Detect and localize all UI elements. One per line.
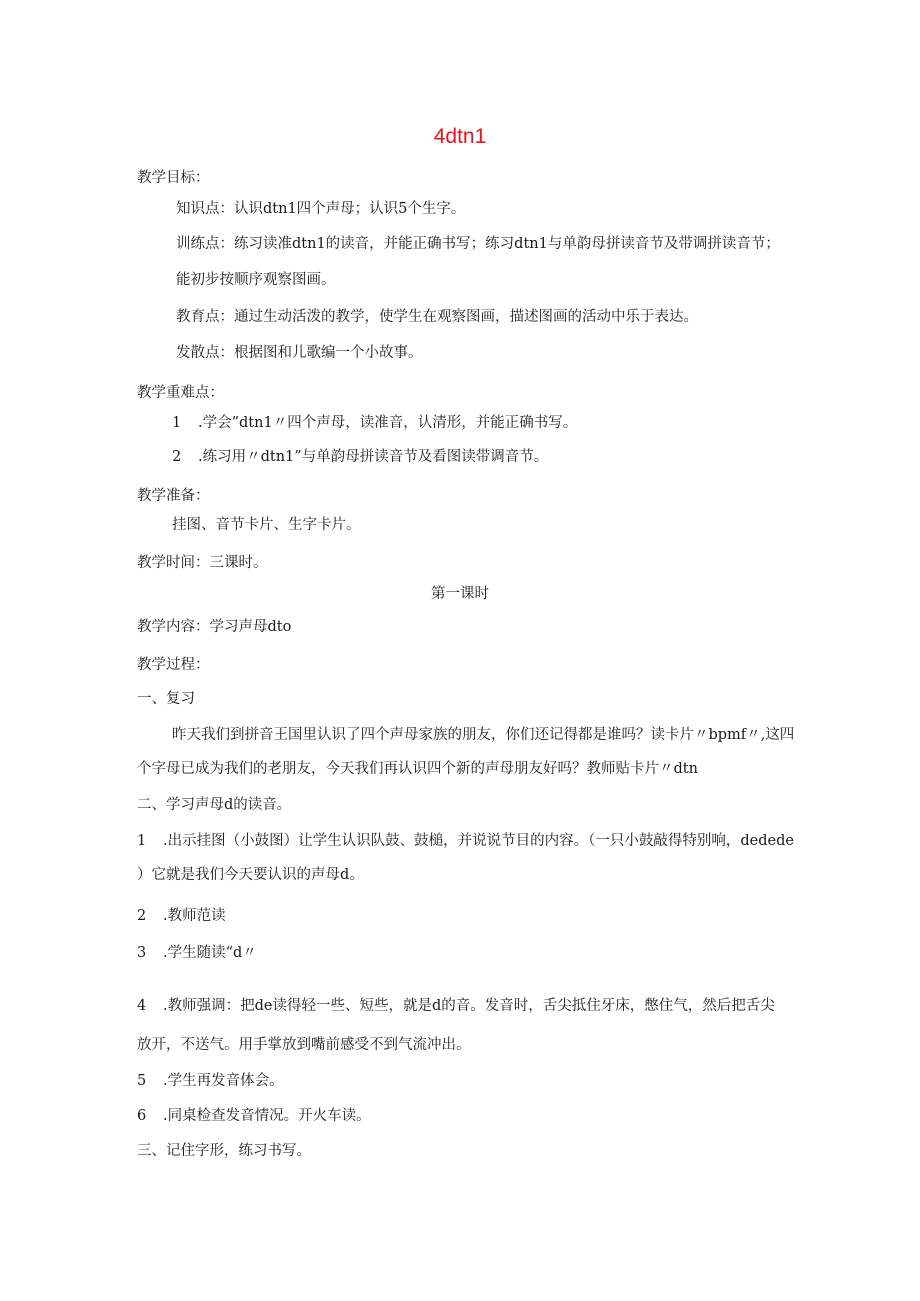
step-number: 2 [137, 908, 147, 924]
document-title: 4dtn1 [433, 125, 487, 148]
step-number: 6 [137, 1108, 147, 1124]
goal-education: 教育点：通过生动活泼的教学，使学生在观察图画，描述图画的活动中乐于表达。 [176, 309, 698, 325]
key-point-number: 1 [172, 415, 182, 431]
step-number: 5 [137, 1073, 147, 1089]
step-text: .教师范读 [163, 908, 226, 924]
content-text: 教学内容：学习声母dto [137, 619, 292, 635]
review-line-1: 昨天我们到拼音王国里认识了四个声母家族的朋友，你们还记得都是谁吗？读卡片〃bpmf〃,这四 [172, 727, 795, 743]
step-text: .出示挂图（小鼓图）让学生认识队鼓、鼓槌，并说说节目的内容。（一只小鼓敲得特别响，dedede [163, 833, 794, 849]
step-item [137, 996, 775, 1016]
time-text: 教学时间：三课时。 [137, 555, 268, 571]
step-item [137, 1071, 284, 1091]
key-point-text: .学会”dtn1〃四个声母，读准音，认清形，并能正确书写。 [198, 415, 578, 431]
step-text: .同桌检查发音情况。开火车读。 [163, 1108, 371, 1124]
step-item [137, 906, 226, 926]
step-number: 1 [137, 833, 147, 849]
step-text: .学生再发音体会。 [163, 1073, 284, 1089]
step-item-cont [137, 865, 364, 885]
goal-training: 训练点：练习读准dtn1的读音，并能正确书写；练习dtn1与单韵母拼读音节及带调拼读音节； [176, 236, 780, 252]
step-item-cont [137, 1035, 471, 1055]
step-item [137, 943, 257, 963]
step-text: .教师强调：把de读得轻一些、短些，就是d的音。发音时，舌尖抵住牙床，憋住气，然后把舌尖 [163, 998, 775, 1014]
step-text: 放开，不送气。用手掌放到嘴前感受不到气流冲出。 [137, 1037, 471, 1053]
step-number: 3 [137, 945, 147, 961]
goals-heading: 教学目标： [137, 170, 210, 186]
key-points-heading: 教学重难点： [137, 385, 224, 401]
key-point-text: .练习用〃dtn1”与单韵母拼读音节及看图读带调音节。 [198, 449, 549, 465]
key-point-number: 2 [172, 449, 182, 465]
prep-text: 挂图、音节卡片、生字卡片。 [172, 517, 361, 533]
step-number: 4 [137, 998, 147, 1014]
section-write: 三、记住字形，练习书写。 [137, 1143, 311, 1159]
step-text: ）它就是我们今天要认识的声母d。 [137, 867, 364, 883]
step-text: .学生随读“d〃 [163, 945, 257, 961]
step-item [137, 1106, 371, 1126]
section-learn-d: 二、学习声母d的读音。 [137, 797, 292, 813]
prep-heading: 教学准备： [137, 488, 210, 504]
lesson-heading: 第一课时 [431, 586, 489, 602]
key-point-item [172, 447, 548, 467]
goal-knowledge: 知识点：认识dtn1四个声母；认识5个生字。 [176, 201, 466, 217]
goal-training-cont: 能初步按顺序观察图画。 [176, 272, 336, 288]
section-review: 一、复习 [137, 691, 195, 707]
step-item [137, 831, 794, 851]
review-line-2: 个字母已成为我们的老朋友，今天我们再认识四个新的声母朋友好吗？教师贴卡片〃dtn [137, 761, 698, 777]
key-point-item [172, 413, 577, 433]
goal-divergent: 发散点：根据图和儿歌编一个小故事。 [176, 345, 423, 361]
process-heading: 教学过程： [137, 657, 210, 673]
